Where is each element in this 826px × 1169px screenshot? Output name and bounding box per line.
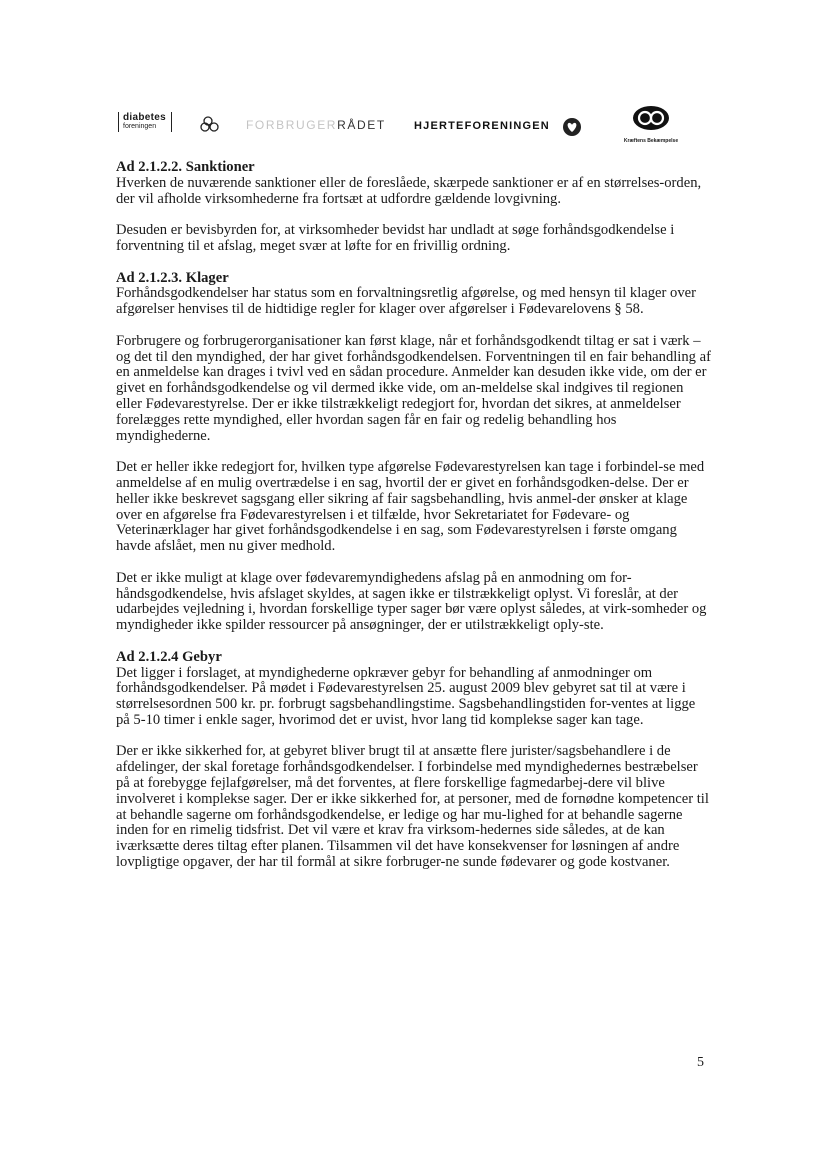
hjerteforeningen-logo: HJERTEFORENINGEN bbox=[414, 120, 550, 132]
section-klager bbox=[116, 271, 712, 634]
paragraph: Hverken de nuværende sanktioner eller de foreslåede, skærpede sanktioner er af en størrelses-orden, der vil afholde virksomhederne fra fortsæt at udfordre gældende lovgivning. bbox=[116, 174, 702, 207]
paragraph: Forhåndsgodkendelser har status som en forvaltningsretlig afgørelse, og med hensyn til klager over afgørelser henvises til de hidtidige regler for klager over afgørelser i Fødevarelovens § 58. bbox=[116, 285, 696, 318]
paragraph: Det er heller ikke redegjort for, hvilken type afgørelse Fødevarestyrelsen kan tage i forbindel-se med anmeldelse af en mulig overtrædelse i en sag, hvortil der er givet en forhåndsgodken-delse. Der er heller ikke beskrevet sagsgang eller sikring af fair sagsbehandling, hvis anmel-der ønsker at klage over en afgørelse fra Fødevarestyrelsen i et tilfælde, hvor Sekretariatet for Fødevare- og Veterinærklager har givet forhåndsgodkendelse i en sag, som Fødevarestyrelsen i første omgang havde afslået, men nu giver medhold. bbox=[116, 459, 705, 555]
section-sanktioner bbox=[116, 160, 712, 255]
kraeft-logo-icon bbox=[631, 104, 671, 132]
divider bbox=[171, 112, 172, 132]
header-logos bbox=[118, 104, 708, 146]
kraeft-logo-caption: Kræftens Bekæmpelse bbox=[623, 138, 679, 144]
paragraph: Der er ikke sikkerhed for, at gebyret bliver brugt til at ansætte flere jurister/sagsbehandlere i de afdelinger, der skal foretage forhåndsgodkendelser. I forbindelse med myndighedernes bestræbelser på at forebygge fejlafgørelser, må det forventes, at flere forskellige fagmedarbej-dere vil blive involveret i komplekse sager. Der er ikke sikkerhed for, at personer, med de fornødne kompetencer til at behandle sagerne om forhåndsgodkendelse, er ledige og har mu-lighed for at behandle sagerne inden for en rimelig tidsfrist. Det vil være et krav fra virksom-hedernes side således, at de kan iværksætte deres tiltag efter planen. Tilsammen vil det have konsekvenser for løsningen af andre lovpligtige opgaver, der har til formål at sikre forbruger-ne sunde fødevarer og gode kostvaner. bbox=[116, 743, 709, 871]
kraeft-logo bbox=[616, 104, 686, 144]
forbruger-logo-strong: RÅDET bbox=[337, 118, 386, 132]
heart-emblem-icon bbox=[562, 117, 582, 142]
document-body bbox=[116, 156, 712, 887]
diabetes-logo-line2: foreningen bbox=[123, 123, 157, 130]
diabetes-logo-line1: diabetes bbox=[123, 112, 166, 123]
section-gebyr bbox=[116, 650, 712, 871]
paragraph: Det er ikke muligt at klage over fødevaremyndighedens afslag på en anmodning om for-håndsgodkendelse, hvis afslaget skyldes, at sagen ikke er tilstrækkeligt oplyst. Vi foreslår, at der udarbejdes vejledning i, hvordan forskellige typer sager bør være oplyst således, at virk-somheder og myndigheder ikke spilder ressourcer på ansøgninger, der er utilstrækkeligt oply-ste. bbox=[116, 569, 707, 634]
section-heading: Ad 2.1.2.4 Gebyr bbox=[116, 648, 222, 665]
diabetes-logo bbox=[118, 112, 172, 132]
forbruger-logo-faint: FORBRUGER bbox=[246, 118, 338, 132]
section-heading: Ad 2.1.2.2. Sanktioner bbox=[116, 159, 255, 175]
forbrugerraadet-logo bbox=[246, 118, 386, 132]
page-number: 5 bbox=[697, 1055, 704, 1070]
paragraph: Det ligger i forslaget, at myndighederne opkræver gebyr for behandling af anmodninger om forhåndsgodkendelser. På mødet i Fødevarestyrelsen 25. august 2009 blev gebyret sat til at være i størrelsesordnen 500 kr. pr. forbrugt sagsbehandlingstime. Sagsbehandlingstiden for-ventes at ligge på 5-10 timer i enkle sager, hvorimod det er uvist, hvor lang tid komplekse sager kan tage. bbox=[116, 664, 696, 728]
section-heading: Ad 2.1.2.3. Klager bbox=[116, 269, 229, 286]
divider bbox=[118, 112, 119, 132]
paragraph: Desuden er bevisbyrden for, at virksomheder bevidst har undladt at søge forhåndsgodkendelse i forventning til et afslag, meget svær at løfte for en frivillig ordning. bbox=[116, 222, 675, 254]
circles-logo-icon bbox=[200, 116, 222, 137]
paragraph: Forbrugere og forbrugerorganisationer kan først klage, når et forhåndsgodkendt tiltag er sat i værk – og det til den myndighed, der har givet forhåndsgodkendelsen. Forventningen til en fair behandling af en anmeldelse kan drages i tvivl ved en sådan procedure. Anmelder kan desuden ikke vide, om der er givet en forhåndsgodkendelse og vil dermed ikke vide, om an-meldelse skal indgives til regionen eller Fødevarestyrelse. Der er ikke tilstrækkeligt redegjort for, hvordan det sikres, at anmeldelser forelægges rette myndighed, eller hvordan sagen får en fair og redelig behandling hos myndighederne. bbox=[116, 332, 711, 444]
